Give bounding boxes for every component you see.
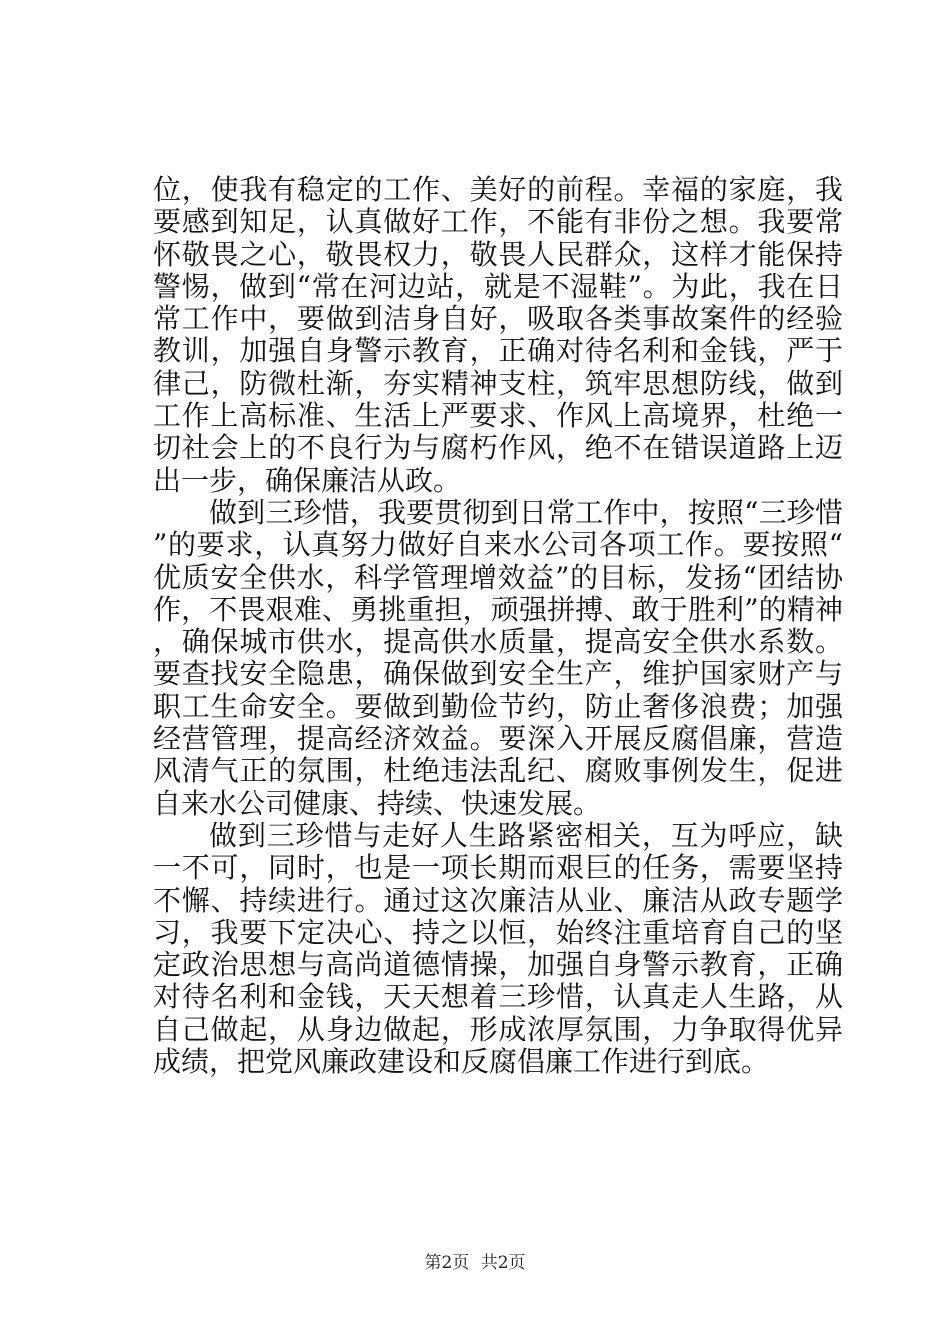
page-total: 共2页 xyxy=(480,1253,526,1273)
page-number: 第2页 xyxy=(424,1253,470,1273)
paragraph-3: 做到三珍惜与走好人生路紧密相关，互为呼应，缺一不可，同时，也是一项长期而艰巨的任务，需要坚持不懈、持续进行。通过这次廉洁从业、廉洁从政专题学习，我要下定决心、持之以恒，始终注重培育自己的坚定政治思想与高尚道德情操，加强自身警示教育，正确对待名利和金钱，天天想着三珍惜，认真走人生路，从自己做起，从身边做起，形成浓厚氛围，力争取得优异成绩，把党风廉政建设和反腐倡廉工作进行到底。 xyxy=(153,818,843,1079)
paragraph-1: 位，使我有稳定的工作、美好的前程。幸福的家庭，我要感到知足，认真做好工作，不能有非份之想。我要常怀敬畏之心，敬畏权力，敬畏人民群众，这样才能保持警惕，做到“常在河边站，就是不湿鞋”。为此，我在日常工作中，要做到洁身自好，吸取各类事故案件的经验教训，加强自身警示教育，正确对待名利和金钱，严于律己，防微杜渐，夯实精神支柱，筑牢思想防线，做到工作上高标准、生活上严要求、作风上高境界，杜绝一切社会上的不良行为与腐朽作风，绝不在错误道路上迈出一步，确保廉洁从政。 xyxy=(153,173,843,497)
page-footer xyxy=(0,1248,950,1273)
document-body xyxy=(153,174,843,1078)
paragraph-2: 做到三珍惜，我要贯彻到日常工作中，按照“三珍惜”的要求，认真努力做好自来水公司各项工作。要按照“优质安全供水，科学管理增效益”的目标，发扬“团结协作，不畏艰难、勇挑重担，顽强拼搏、敢于胜利”的精神，确保城市供水，提高供水质量，提高安全供水系数。要查找安全隐患，确保做到安全生产，维护国家财产与职工生命安全。要做到勤俭节约，防止奢侈浪费；加强经营管理，提高经济效益。要深入开展反腐倡廉，营造风清气正的氛围，杜绝违法乱纪、腐败事例发生，促进自来水公司健康、持续、快速发展。 xyxy=(153,495,843,820)
